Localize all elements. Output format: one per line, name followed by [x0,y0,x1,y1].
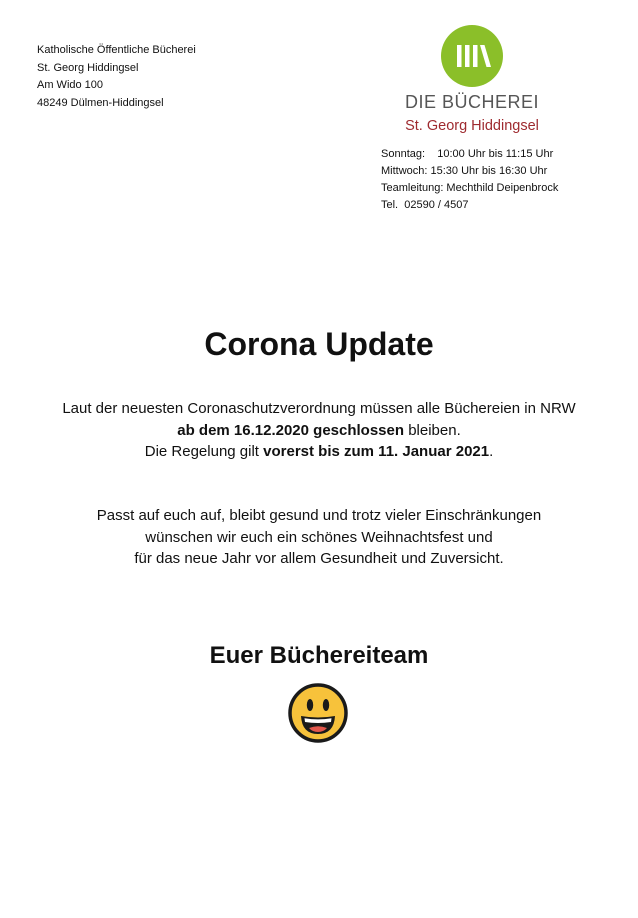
wishes-line-3: für das neue Jahr vor allem Gesundheit und Zuversicht. [134,550,504,567]
address-line-city: 48249 Dülmen-Hiddingsel [37,96,164,109]
reopening-date: vorerst bis zum 11. Januar 2021 [263,443,490,460]
notice-line-3-post: . [489,443,494,460]
address-line-name: Katholische Öffentliche Bücherei [37,44,196,56]
grinning-face-icon [287,682,349,744]
library-logo [396,22,548,138]
notice-line-3-pre: Die Regelung gilt [144,443,264,460]
address-line-street: Am Wido 100 [37,79,104,91]
closure-date: ab dem 16.12.2020 geschlossen [177,421,405,439]
opening-hours [381,146,558,214]
page-title: Corona Update [204,326,434,362]
library-address [37,42,196,112]
hours-sunday: Sonntag: 10:00 Uhr bis 11:15 Uhr [381,148,554,160]
books-icon [441,25,503,87]
notice-line-2 [0,420,638,442]
wishes-line-1: Passt auf euch auf, bleibt gesund und trotz vieler Einschränkungen [96,507,542,524]
hours-wednesday: Mittwoch: 15:30 Uhr bis 16:30 Uhr [381,165,548,177]
address-line-branch: St. Georg Hiddingsel [37,61,139,74]
notice-line-3 [0,441,638,463]
wishes-line-2: wünschen wir euch ein schönes Weihnachtsfest und [145,528,493,546]
holiday-wishes [0,505,638,570]
logo-name: DIE BÜCHEREI [404,92,540,112]
team-lead: Teamleitung: Mechthild Deipenbrock [381,182,559,194]
closure-notice [0,398,638,463]
notice-line-1: Laut der neuesten Coronaschutzverordnung müssen alle Büchereien in NRW [62,400,576,417]
notice-line-2-rest: bleiben. [404,421,461,439]
logo-subtitle: St. Georg Hiddingsel [405,118,539,134]
phone-number: Tel. 02590 / 4507 [381,199,469,211]
signature: Euer Büchereiteam [209,642,429,669]
